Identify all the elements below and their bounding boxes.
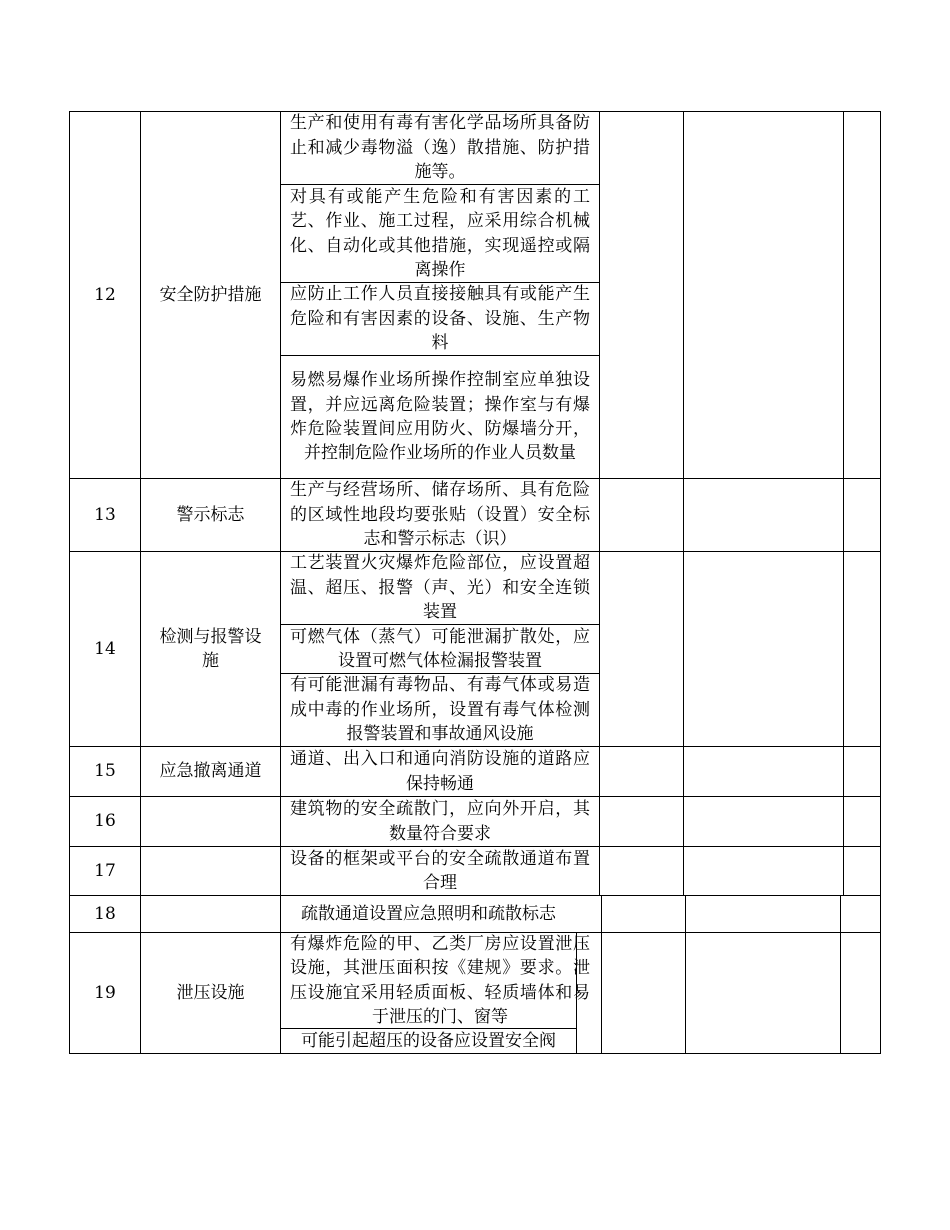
row-number: 18: [94, 903, 116, 924]
check-item: 安全防护措施: [159, 284, 262, 305]
row-number: 17: [94, 860, 116, 881]
requirement-text: 设备的框架或平台的安全疏散通道布置合理: [290, 848, 590, 893]
empty-cell: [684, 112, 843, 895]
row-number: 13: [94, 504, 116, 525]
check-item: 泄压设施: [176, 982, 245, 1003]
requirement-text: 疏散通道设置应急照明和疏散标志: [301, 903, 556, 924]
check-item: [141, 797, 280, 846]
check-item: [141, 847, 280, 895]
table-rule: [840, 895, 841, 1054]
requirement-text: 易燃易爆作业场所操作控制室应单独设置，并应远离危险装置；操作室与有爆炸危险装置间应用防火、防爆墙分开，并控制危险作业场所的作业人员数量: [290, 370, 590, 464]
table-rule: [601, 895, 602, 1054]
requirement-text: 对具有或能产生危险和有害因素的工艺、作业、施工过程，应采用综合机械化、自动化或其他措施，实现遥控或隔离操作: [290, 186, 590, 280]
empty-cell: [600, 112, 683, 895]
requirement-text: 可能引起超压的设备应设置安全阀: [301, 1030, 556, 1051]
table-rule: [880, 111, 881, 1054]
requirement-text: 建筑物的安全疏散门，应向外开启，其数量符合要求: [290, 799, 590, 844]
row-number: 12: [94, 284, 116, 305]
requirement-text: 可燃气体（蒸气）可能泄漏扩散处，应设置可燃气体检漏报警装置: [290, 626, 590, 671]
check-item: [141, 896, 280, 932]
table-rule: [685, 895, 686, 1054]
row-number: 15: [94, 761, 116, 782]
row-number: 16: [94, 811, 116, 832]
requirement-text: 生产与经营场所、储存场所、具有危险的区域性地段均要张贴（设置）安全标志和警示标志（识）: [290, 480, 590, 550]
requirement-text: 通道、出入口和通向消防设施的道路应保持畅通: [290, 749, 590, 794]
check-item: 警示标志: [176, 504, 245, 525]
requirement-text: 工艺装置火灾爆炸危险部位，应设置超温、超压、报警（声、光）和安全连锁装置: [290, 553, 590, 623]
requirement-text: 应防止工作人员直接接触具有或能产生危险和有害因素的设备、设施、生产物料: [290, 284, 590, 354]
row-number: 14: [94, 638, 116, 659]
requirement-text: 有可能泄漏有毒物品、有毒气体或易造成中毒的作业场所，设置有毒气体检测报警装置和事故通风设施: [290, 675, 590, 745]
check-item: 检测与报警设施: [159, 626, 262, 671]
requirement-text: 有爆炸危险的甲、乙类厂房应设置泄压设施，其泄压面积按《建规》要求。泄压设施宜采用轻质面板、轻质墙体和易于泄压的门、窗等: [290, 933, 590, 1027]
check-item: 应急撤离通道: [159, 761, 262, 782]
empty-cell: [844, 112, 880, 895]
row-number: 19: [94, 982, 116, 1003]
requirement-text: 生产和使用有毒有害化学品场所具备防止和减少毒物溢（逸）散措施、防护措施等。: [290, 113, 590, 183]
